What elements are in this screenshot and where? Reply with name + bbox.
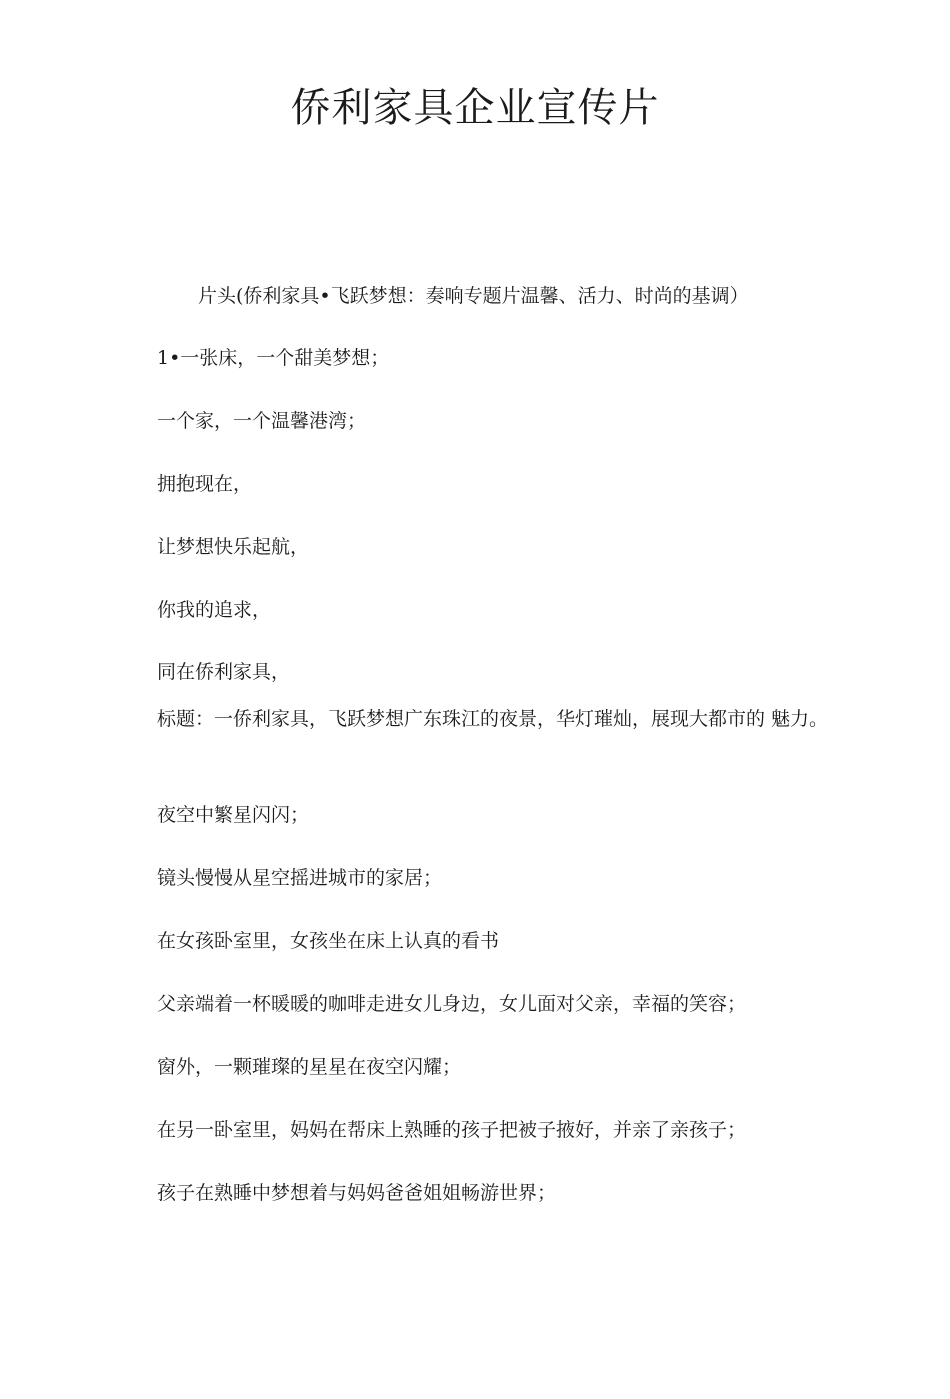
- script-line: 让梦想快乐起航，: [157, 536, 310, 558]
- script-line: 同在侨利家具，: [157, 661, 291, 683]
- document-title: 侨利家具企业宣传片: [290, 85, 660, 131]
- script-line: 拥抱现在，: [157, 473, 253, 495]
- script-line: 一个家，一个温馨港湾；: [157, 410, 367, 432]
- scene-line: 孩子在熟睡中梦想着与妈妈爸爸姐姐畅游世界；: [157, 1182, 557, 1204]
- scene-line: 在女孩卧室里，女孩坐在床上认真的看书: [157, 930, 500, 952]
- scene-line: 在另一卧室里，妈妈在帮床上熟睡的孩子把被子掖好，并亲了亲孩子；: [157, 1119, 747, 1141]
- scene-line: 窗外，一颗璀璨的星星在夜空闪耀；: [157, 1056, 462, 1078]
- scene-line: 父亲端着一杯暖暖的咖啡走进女儿身边，女儿面对父亲，幸福的笑容；: [157, 993, 747, 1015]
- script-line: 1•一张床，一个甜美梦想；: [157, 347, 390, 369]
- scene-line: 镜头慢慢从星空摇进城市的家居；: [157, 867, 443, 889]
- scene-line: 夜空中繁星闪闪；: [157, 804, 310, 826]
- script-line: 你我的追求，: [157, 599, 272, 621]
- caption-paragraph: 标题：一侨利家具，飞跃梦想广东珠江的夜景，华灯璀灿，展现大都市的 魅力。: [157, 708, 829, 730]
- intro-line: 片头(侨利家具•飞跃梦想：奏响专题片温馨、活力、时尚的基调）: [198, 285, 749, 307]
